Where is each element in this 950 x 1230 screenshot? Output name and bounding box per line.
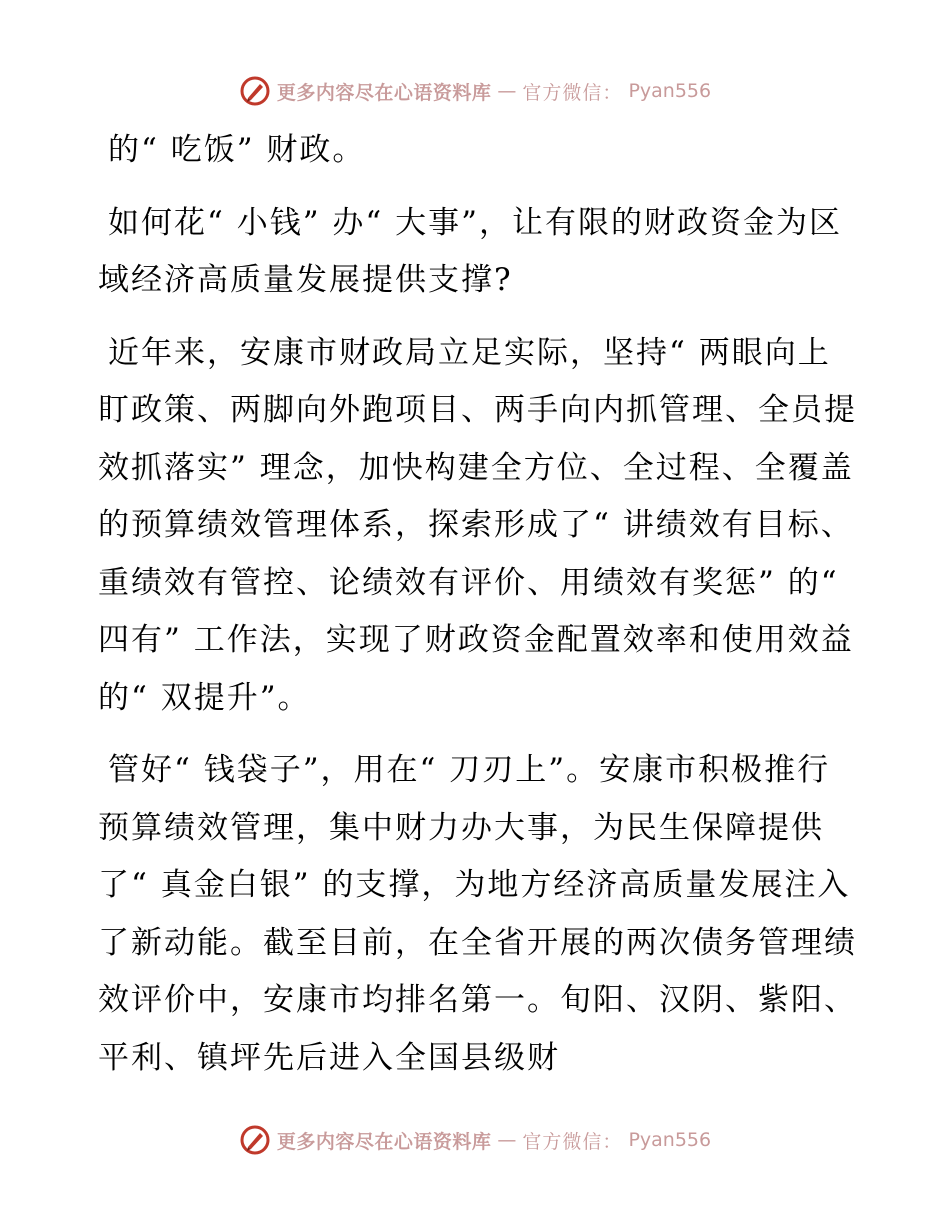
document-body xyxy=(98,122,858,1102)
watermark-dash: — xyxy=(497,80,517,102)
paragraph-3: 近年来，安康市财政局立足实际，坚持“ 两眼向上盯政策、两脚向外跑项目、两手向内抓管理、全员提效抓落实” 理念，加快构建全方位、全过程、全覆盖的预算绩效管理体系，探索形成了“ 讲绩效有目标、重绩效有管控、论绩效有评价、用绩效有奖惩” 的“ 四有” 工作法，实现了财政资金配置效率和使用效益的“ 双提升”。 xyxy=(98,334,857,716)
pen-logo-icon xyxy=(239,75,271,107)
paragraph-1: 的“ 吃饭” 财政。 xyxy=(108,132,366,168)
watermark-wechat-id: Pyan556 xyxy=(628,1129,712,1151)
paragraph-4: 管好“ 钱袋子”，用在“ 刀刃上”。安康市积极推行预算绩效管理，集中财力办大事，为民生保障提供了“ 真金白银” 的支撑，为地方经济高质量发展注入了新动能。截至目前，在全省开展的两次债务管理绩效评价中，安康市均排名第一。旬阳、汉阴、紫阳、平利、镇坪先后进入全国县级财 xyxy=(98,752,857,1076)
watermark-main-text: 更多内容尽在心语资料库 xyxy=(276,1130,492,1153)
watermark-main-text: 更多内容尽在心语资料库 xyxy=(276,81,492,104)
paragraph-2: 如何花“ 小钱” 办“ 大事”，让有限的财政资金为区域经济高质量发展提供支撑? xyxy=(98,204,842,298)
header-watermark xyxy=(0,71,950,111)
watermark-wechat-label: 官方微信： xyxy=(522,1130,623,1153)
footer-watermark xyxy=(0,1120,950,1160)
watermark-dash: — xyxy=(497,1129,517,1151)
pen-logo-icon xyxy=(239,1124,271,1156)
watermark-wechat-id: Pyan556 xyxy=(628,80,712,102)
watermark-wechat-label: 官方微信： xyxy=(522,81,623,104)
